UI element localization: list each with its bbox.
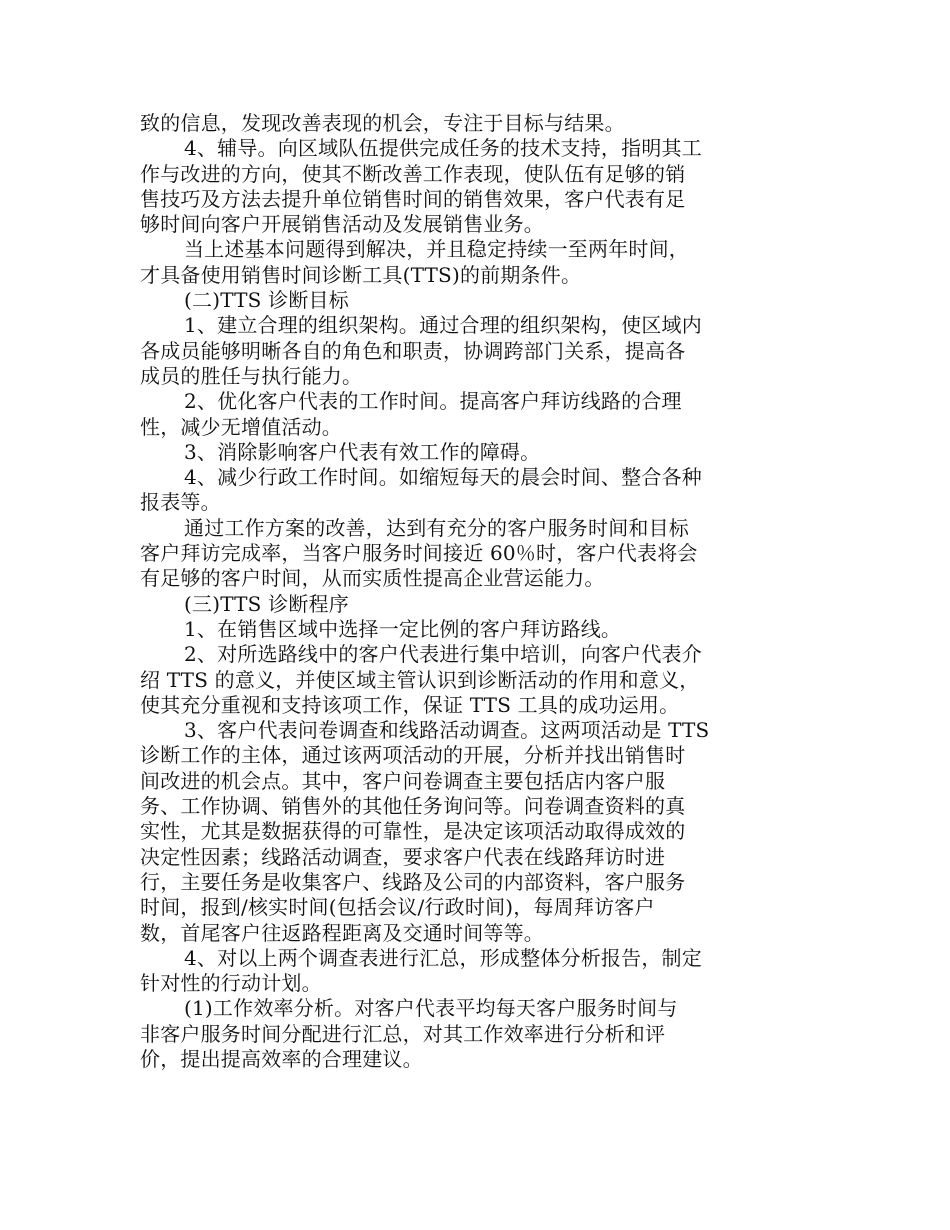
text-line: (1)工作效率分析。对客户代表平均每天客户服务时间与 xyxy=(184,996,678,1021)
text-line: 实性，尤其是数据获得的可靠性，是决定该项活动取得成效的 xyxy=(140,819,686,844)
text-line: 非客户服务时间分配进行汇总，对其工作效率进行分析和评 xyxy=(140,1021,666,1046)
text-line: 各成员能够明晰各自的角色和职责，协调跨部门关系，提高各 xyxy=(140,338,686,363)
text-line: 绍 TTS 的意义，并使区域主管认识到诊断活动的作用和意义， xyxy=(140,667,700,692)
text-line: (三)TTS 诊断程序 xyxy=(184,591,349,616)
text-line: (二)TTS 诊断目标 xyxy=(184,288,349,313)
text-line: 2、对所选路线中的客户代表进行集中培训，向客户代表介 xyxy=(184,642,702,667)
text-line: 售技巧及方法去提升单位销售时间的销售效果，客户代表有足 xyxy=(140,186,686,211)
text-line: 性，减少无增值活动。 xyxy=(140,414,342,439)
text-line: 致的信息，发现改善表现的机会，专注于目标与结果。 xyxy=(140,111,625,135)
text-line: 4、辅导。向区域队伍提供完成任务的技术支持，指明其工 xyxy=(184,136,702,161)
text-line: 使其充分重视和支持该项工作，保证 TTS 工具的成功运用。 xyxy=(140,692,680,717)
text-line: 1、在销售区域中选择一定比例的客户拜访路线。 xyxy=(184,616,622,641)
text-line: 报表等。 xyxy=(140,490,221,515)
text-line: 诊断工作的主体，通过该两项活动的开展，分析并找出销售时 xyxy=(140,743,686,768)
document-body xyxy=(140,111,744,1072)
text-line: 3、客户代表问卷调查和线路活动调查。这两项活动是 TTS xyxy=(184,718,710,743)
text-line: 决定性因素；线路活动调查，要求客户代表在线路拜访时进 xyxy=(140,844,666,869)
text-line: 1、建立合理的组织架构。通过合理的组织架构，使区域内 xyxy=(184,313,702,338)
text-line: 针对性的行动计划。 xyxy=(140,971,322,996)
text-line: 数，首尾客户往返路程距离及交通时间等等。 xyxy=(140,920,544,945)
text-line: 时间，报到/核实时间(包括会议/行政时间)，每周拜访客户 xyxy=(140,895,655,920)
text-line: 务、工作协调、销售外的其他任务询问等。问卷调查资料的真 xyxy=(140,794,686,819)
text-line: 有足够的客户时间，从而实质性提高企业营运能力。 xyxy=(140,566,605,591)
text-line: 间改进的机会点。其中，客户问卷调查主要包括店内客户服 xyxy=(140,768,666,793)
text-line: 客户拜访完成率，当客户服务时间接近 60％时，客户代表将会 xyxy=(140,541,698,566)
text-line: 作与改进的方向，使其不断改善工作表现，使队伍有足够的销 xyxy=(140,161,686,186)
text-line: 才具备使用销售时间诊断工具(TTS)的前期条件。 xyxy=(140,262,582,287)
text-line: 成员的胜任与执行能力。 xyxy=(140,363,363,388)
text-line: 2、优化客户代表的工作时间。提高客户拜访线路的合理 xyxy=(184,389,682,414)
text-line: 行，主要任务是收集客户、线路及公司的内部资料，客户服务 xyxy=(140,869,686,894)
text-line: 当上述基本问题得到解决，并且稳定持续一至两年时间， xyxy=(184,237,689,262)
text-line: 价，提出提高效率的合理建议。 xyxy=(140,1046,423,1071)
text-line: 通过工作方案的改善，达到有充分的客户服务时间和目标 xyxy=(184,515,689,540)
text-line: 4、减少行政工作时间。如缩短每天的晨会时间、整合各种 xyxy=(184,465,702,490)
text-line: 4、对以上两个调查表进行汇总，形成整体分析报告，制定 xyxy=(184,945,702,970)
text-line: 3、消除影响客户代表有效工作的障碍。 xyxy=(184,439,541,464)
text-line: 够时间向客户开展销售活动及发展销售业务。 xyxy=(140,212,544,237)
